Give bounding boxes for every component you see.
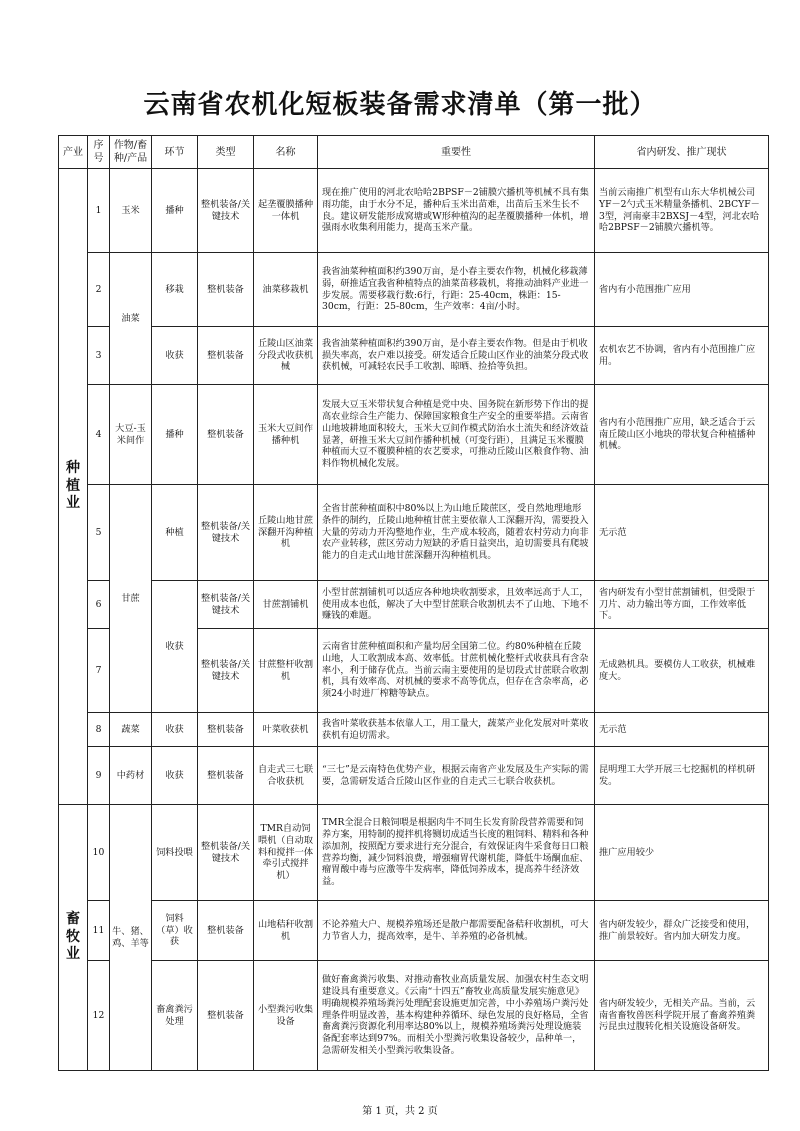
row-index: 10 <box>88 805 110 901</box>
row-index: 3 <box>88 327 110 385</box>
equipment-name-cell: 丘陵山区油菜分段式收获机械 <box>254 327 318 385</box>
table-row <box>59 961 769 1071</box>
status-cell: 省内研发较少，群众广泛接受和使用，推广前景较好。省内加大研发力度。 <box>595 901 769 961</box>
equipment-name-cell: 山地秸秆收割机 <box>254 901 318 961</box>
type-cell: 整机装备 <box>198 713 254 747</box>
stage-cell: 收获 <box>152 327 198 385</box>
stage-cell: 播种 <box>152 385 198 485</box>
table-row <box>59 581 769 629</box>
type-cell: 整机装备 <box>198 901 254 961</box>
equipment-name-cell: 丘陵山地甘蔗深翻开沟种植机 <box>254 485 318 581</box>
status-cell: 省内研发有小型甘蔗割铺机，但受限于刀片、动力输出等方面，工作效率低下。 <box>595 581 769 629</box>
table-row <box>59 327 769 385</box>
crop-cell: 大豆-玉米间作 <box>110 385 152 485</box>
type-cell: 整机装备 <box>198 747 254 805</box>
stage-cell: 饲料（草）收获 <box>152 901 198 961</box>
type-cell: 整机装备 <box>198 253 254 327</box>
crop-cell: 甘蔗 <box>110 485 152 713</box>
row-index: 7 <box>88 629 110 713</box>
row-index: 5 <box>88 485 110 581</box>
equipment-table <box>58 135 769 1071</box>
table-row <box>59 169 769 253</box>
industry-cell-livestock: 畜牧业 <box>59 805 88 1071</box>
stage-cell: 播种 <box>152 169 198 253</box>
header-importance: 重要性 <box>318 136 595 169</box>
importance-cell: 现在推广使用的河北农哈哈2BPSF－2铺膜穴播机等机械不具有集雨功能，由于水分不足，播种后玉米出苗难，出苗后玉米生长不良。建议研发能形成窝塘或W形种植沟的起垄覆膜播种一体机，增强雨水收集利用能力，提高玉米产量。 <box>318 169 595 253</box>
type-cell: 整机装备/关键技术 <box>198 485 254 581</box>
type-cell: 整机装备 <box>198 385 254 485</box>
equipment-name-cell: 油菜移栽机 <box>254 253 318 327</box>
table-row <box>59 747 769 805</box>
importance-cell: 做好畜禽粪污收集、对推动畜牧业高质量发展、加强农村生态文明建设具有重要意义。《云南“十四五”畜牧业高质量发展实施意见》明确规模养殖场粪污处理配套设施更加完善，中小养殖场户粪污处理条件明显改善，基本构建种养循环、绿色发展的良好格局，全省畜禽粪污资源化利用率达80%以上，规模养殖场粪污处理设施装备配套率达到97%。而相关小型粪污收集设备较少，品种单一，急需研发相关小型粪污收集设备。 <box>318 961 595 1071</box>
importance-cell: TMR全混合日粮饲喂是根据肉牛不同生长发育阶段营养需要和饲养方案，用特制的搅拌机将铡切成适当长度的粗饲料、精料和各种添加剂，按照配方要求进行充分混合，有效保证肉牛采食每日口粮营养均衡，减少饲料浪费，增强瘤胃代谢机能，降低牛场酮血症、瘤胃酸中毒与应激等牛发病率，降低饲养成本，提高养牛经济效益。 <box>318 805 595 901</box>
equipment-name-cell: 起垄覆膜播种一体机 <box>254 169 318 253</box>
importance-cell: 不论养殖大户、规模养殖场还是散户都需要配备秸秆收割机，可大力节省人力，提高效率，是牛、羊养殖的必备机械。 <box>318 901 595 961</box>
stage-cell: 收获 <box>152 581 198 713</box>
table-header-row <box>59 136 769 169</box>
table-row <box>59 253 769 327</box>
table-row <box>59 805 769 901</box>
crop-cell: 牛、猪、鸡、羊等 <box>110 805 152 1071</box>
equipment-name-cell: 叶菜收获机 <box>254 713 318 747</box>
header-status: 省内研发、推广现状 <box>595 136 769 169</box>
type-cell: 整机装备/关键技术 <box>198 169 254 253</box>
crop-cell: 蔬菜 <box>110 713 152 747</box>
row-index: 1 <box>88 169 110 253</box>
table-row <box>59 713 769 747</box>
status-cell: 推广应用较少 <box>595 805 769 901</box>
importance-cell: 我省油菜种植面积约390万亩，是小春主要农作物。但是由于机收损失率高，农户难以接受。研发适合丘陵山区作业的油菜分段式收获机械，可减轻农民手工收割、晾晒、捡拾等负担。 <box>318 327 595 385</box>
equipment-name-cell: TMR自动饲喂机（自动取料和搅拌一体牵引式搅拌机） <box>254 805 318 901</box>
header-crop: 作物/畜种/产品 <box>110 136 152 169</box>
equipment-name-cell: 甘蔗割铺机 <box>254 581 318 629</box>
stage-cell: 饲料投喂 <box>152 805 198 901</box>
page-title: 云南省农机化短板装备需求清单（第一批） <box>143 90 657 120</box>
row-index: 4 <box>88 385 110 485</box>
equipment-name-cell: 小型粪污收集设备 <box>254 961 318 1071</box>
page-footer: 第 1 页，共 2 页 <box>362 1106 438 1117</box>
type-cell: 整机装备/关键技术 <box>198 581 254 629</box>
stage-cell: 移栽 <box>152 253 198 327</box>
row-index: 12 <box>88 961 110 1071</box>
importance-cell: 小型甘蔗割铺机可以适应各种地块收割要求，且效率远高于人工，使用成本也低，解决了大中型甘蔗联合收割机去不了山地、下地不赚钱的难题。 <box>318 581 595 629</box>
importance-cell: 发展大豆玉米带状复合种植是党中央、国务院在新形势下作出的提高农业综合生产能力、保障国家粮食生产安全的重要举措。云南省山地坡耕地面积较大，玉米大豆间作模式防治水土流失和经济效益显著，研推玉米大豆间作播种机械（可变行距），且满足玉米覆膜种植而大豆不覆膜种植的农艺要求，可推动丘陵山区粮食作物、油料作物机械化发展。 <box>318 385 595 485</box>
importance-cell: 我省叶菜收获基本依靠人工，用工量大，蔬菜产业化发展对叶菜收获机有迫切需求。 <box>318 713 595 747</box>
importance-cell: 云南省甘蔗种植面积和产量均居全国第二位。约80%种植在丘陵山地，人工收割成本高、效率低。甘蔗机械化整杆式收获具有含杂率小，利于储存优点。当前云南主要使用的是切段式甘蔗联合收割机，具有效率高、对机械的要求不高等优点，但存在含杂率高，必须24小时进厂榨糖等缺点。 <box>318 629 595 713</box>
stage-cell: 畜禽粪污处理 <box>152 961 198 1071</box>
equipment-name-cell: 玉米大豆间作播种机 <box>254 385 318 485</box>
equipment-name-cell: 甘蔗整杆收割机 <box>254 629 318 713</box>
status-cell: 无示范 <box>595 485 769 581</box>
table-row <box>59 485 769 581</box>
status-cell: 无成熟机具。要模仿人工收获，机械难度大。 <box>595 629 769 713</box>
header-stage: 环节 <box>152 136 198 169</box>
industry-cell-planting: 种植业 <box>59 169 88 805</box>
stage-cell: 收获 <box>152 747 198 805</box>
type-cell: 整机装备 <box>198 961 254 1071</box>
importance-cell: 我省油菜种植面积约390万亩，是小春主要农作物，机械化移栽薄弱，研推适宜我省种植特点的油菜苗移栽机，将推动油料产业进一步发展。需要移栽行数:6行，行距：25-40cm，株距：15-30cm，行距：25-80cm，生产效率：4亩/小时。 <box>318 253 595 327</box>
header-type: 类型 <box>198 136 254 169</box>
status-cell: 省内有小范围推广应用，缺乏适合于云南丘陵山区小地块的带状复合种植播种机械。 <box>595 385 769 485</box>
row-index: 11 <box>88 901 110 961</box>
row-index: 8 <box>88 713 110 747</box>
type-cell: 整机装备/关键技术 <box>198 805 254 901</box>
table-row <box>59 901 769 961</box>
type-cell: 整机装备 <box>198 327 254 385</box>
status-cell: 省内有小范围推广应用 <box>595 253 769 327</box>
status-cell: 无示范 <box>595 713 769 747</box>
crop-cell: 油菜 <box>110 253 152 385</box>
table-row <box>59 385 769 485</box>
crop-cell: 玉米 <box>110 169 152 253</box>
status-cell: 省内研发较少，无相关产品。当前，云南省畜牧兽医科学院开展了畜禽养殖粪污昆虫过腹转化相关设施设备研发。 <box>595 961 769 1071</box>
stage-cell: 收获 <box>152 713 198 747</box>
header-name: 名称 <box>254 136 318 169</box>
crop-cell: 中药材 <box>110 747 152 805</box>
status-cell: 昆明理工大学开展三七挖掘机的样机研发。 <box>595 747 769 805</box>
stage-cell: 种植 <box>152 485 198 581</box>
header-industry: 产业 <box>59 136 88 169</box>
importance-cell: 全省甘蔗种植面积中80%以上为山地丘陵蔗区，受自然地理地形条件的制约，丘陵山地种植甘蔗主要依靠人工深翻开沟，需要投入大量的劳动力开沟整地作业，生产成本较高，随着农村劳动力向非农产业转移，蔗区劳动力短缺的矛盾日益突出，迫切需要具有爬坡能力的自走式山地甘蔗深翻开沟种植机具。 <box>318 485 595 581</box>
type-cell: 整机装备/关键技术 <box>198 629 254 713</box>
row-index: 9 <box>88 747 110 805</box>
header-index: 序号 <box>88 136 110 169</box>
equipment-name-cell: 自走式三七联合收获机 <box>254 747 318 805</box>
status-cell: 农机农艺不协调，省内有小范围推广应用。 <box>595 327 769 385</box>
row-index: 2 <box>88 253 110 327</box>
status-cell: 当前云南推广机型有山东大华机械公司YF－2勺式玉米精量条播机、2BCYF－3型，河南豪丰2BXSJ－4型，河北农哈哈2BPSF－2铺膜穴播机等。 <box>595 169 769 253</box>
row-index: 6 <box>88 581 110 629</box>
importance-cell: “三七”是云南特色优势产业，根据云南省产业发展及生产实际的需要，急需研发适合丘陵山区作业的自走式三七联合收获机。 <box>318 747 595 805</box>
